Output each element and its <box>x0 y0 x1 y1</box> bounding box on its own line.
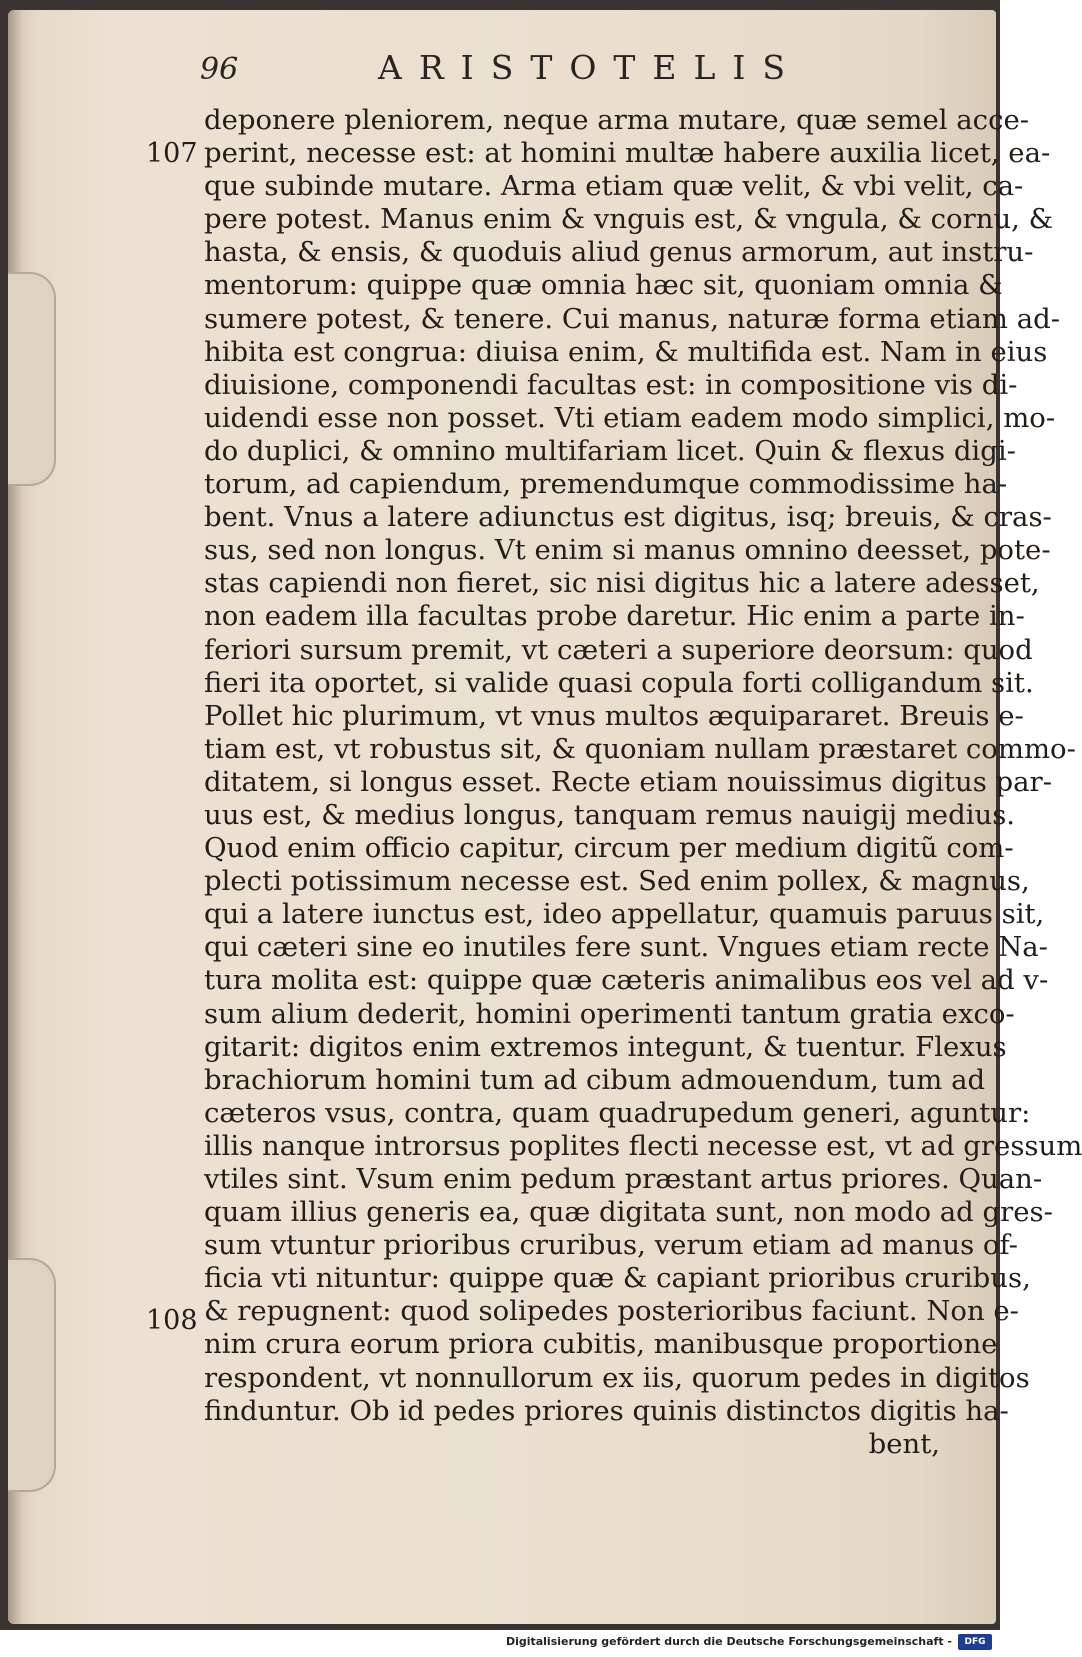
text-line: tiam est, vt robustus sit, & quoniam nullam præstaret commo- <box>204 732 1076 765</box>
page-header <box>200 48 950 88</box>
text-line: gitarit: digitos enim extremos integunt, & tuentur. Flexus <box>204 1030 1007 1063</box>
text-line: qui a latere iunctus est, ideo appellatur, quamuis paruus sit, <box>204 898 1045 931</box>
text-line: bent. Vnus a latere adiunctus est digitus, isq; breuis, & cras- <box>204 501 1052 534</box>
text-line: plecti potissimum necesse est. Sed enim pollex, & magnus, <box>204 865 1030 898</box>
text-line: uus est, & medius longus, tanquam remus nauigij medius. <box>204 798 1016 831</box>
text-line: feriori sursum premit, vt cæteri a superiore deorsum: quod <box>204 633 1033 666</box>
funding-credit: Digitalisierung gefördert durch die Deutsche Forschungsgemeinschaft - <box>505 1635 952 1648</box>
marginal-number: 108 <box>146 1305 198 1336</box>
dfg-logo: DFG <box>958 1634 992 1650</box>
text-line: sum alium dederit, homini operimenti tantum gratia exco- <box>204 997 1015 1030</box>
marginal-number: 107 <box>146 138 198 169</box>
text-line: quam illius generis ea, quæ digitata sunt, non modo ad gres- <box>204 1196 1053 1229</box>
page-tab-upper <box>8 272 56 486</box>
text-line: uidendi esse non posset. Vti etiam eadem modo simplici, mo- <box>204 401 1056 434</box>
text-line: stas capiendi non fieret, sic nisi digitus hic a latere adesset, <box>204 567 1040 600</box>
text-line: hasta, & ensis, & quoduis aliud genus armorum, aut instru- <box>204 236 1034 269</box>
text-line: sus, sed non longus. Vt enim si manus omnino deesset, pote- <box>204 534 1051 567</box>
text-line: mentorum: quippe quæ omnia hæc sit, quoniam omnia & <box>204 269 1003 302</box>
text-line: qui cæteri sine eo inutiles fere sunt. Vngues etiam recte Na- <box>204 931 1048 964</box>
text-line: Pollet hic plurimum, vt vnus multos æquipararet. Breuis e- <box>204 699 1024 732</box>
text-line: perint, necesse est: at homini multæ habere auxilia licet, ea- <box>204 137 1051 170</box>
text-line: non eadem illa facultas probe daretur. Hic enim a parte in- <box>204 600 1025 633</box>
text-line: nim crura eorum priora cubitis, manibusque proportione <box>204 1328 998 1361</box>
body-text <box>204 104 1082 1461</box>
catchword: bent, <box>868 1427 940 1460</box>
text-line: tura molita est: quippe quæ cæteris animalibus eos vel ad v- <box>204 964 1049 997</box>
text-line: fieri ita oportet, si valide quasi copula forti colligandum sit. <box>204 666 1034 699</box>
text-line: finduntur. Ob id pedes priores quinis distinctos digitis ha- <box>204 1394 1009 1427</box>
footer-bar <box>0 1630 1000 1657</box>
text-line: pere potest. Manus enim & vnguis est, & vngula, & cornu, & <box>204 203 1054 236</box>
text-line: & repugnent: quod solipedes posterioribus faciunt. Non e- <box>204 1295 1019 1328</box>
text-line: do duplici, & omnino multifariam licet. Quin & flexus digi- <box>204 434 1016 467</box>
text-line: illis nanque introrsus poplites flecti necesse est, vt ad gressum <box>204 1129 1082 1162</box>
folio-number: 96 <box>200 52 239 87</box>
text-line: vtiles sint. Vsum enim pedum præstant artus priores. Quan- <box>204 1163 1043 1195</box>
text-line: brachiorum homini tum ad cibum admouendum, tum ad <box>204 1063 986 1096</box>
text-line: hibita est congrua: diuisa enim, & multifida est. Nam in eius <box>204 335 1048 368</box>
page-tab-lower <box>8 1258 56 1492</box>
text-line: que subinde mutare. Arma etiam quæ velit, & vbi velit, ca- <box>204 170 1024 203</box>
text-line: Quod enim officio capitur, circum per medium digitũ com- <box>204 832 1014 865</box>
text-line: torum, ad capiendum, premendumque commodissime ha- <box>204 468 1008 501</box>
text-line: respondent, vt nonnullorum ex iis, quorum pedes in digitos <box>204 1361 1030 1394</box>
running-title: ARISTOTELIS <box>378 48 803 87</box>
text-line: diuisione, componendi facultas est: in compositione vis di- <box>204 368 1018 401</box>
text-line: ficia vti nituntur: quippe quæ & capiant prioribus cruribus, <box>204 1262 1031 1295</box>
text-line: cæteros vsus, contra, quam quadrupedum generi, aguntur: <box>204 1096 1031 1129</box>
text-line: deponere pleniorem, neque arma mutare, quæ semel acce- <box>204 104 1030 136</box>
text-line: sumere potest, & tenere. Cui manus, naturæ forma etiam ad- <box>204 302 1061 335</box>
text-line: sum vtuntur prioribus cruribus, verum etiam ad manus of- <box>204 1229 1018 1262</box>
text-line: ditatem, si longus esset. Recte etiam nouissimus digitus par- <box>204 765 1052 798</box>
